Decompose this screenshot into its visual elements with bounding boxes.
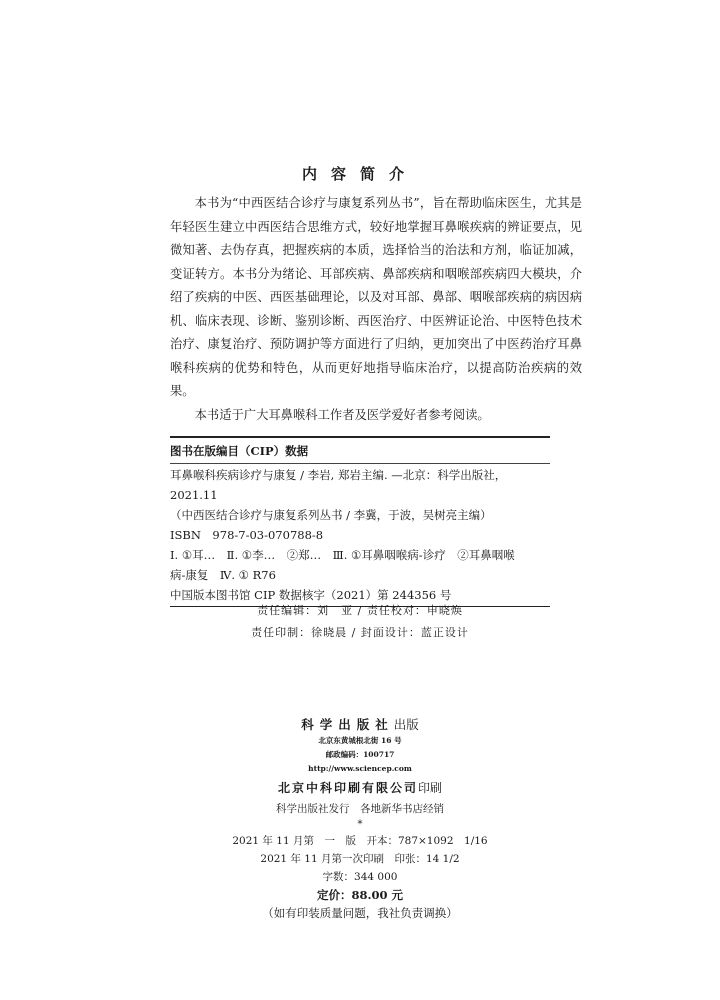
- printing-line: 2021 年 11 月第一次印刷 印张：14 1/2: [260, 853, 460, 865]
- cip-line: Ⅰ. ①耳… Ⅱ. ①李… ②郑… Ⅲ. ①耳鼻咽喉病-诊疗 ②耳鼻咽喉: [170, 548, 515, 562]
- credits-line: 责任编辑：刘 亚 / 责任校对：申晓焕: [257, 604, 463, 617]
- edition-line: 2021 年 11 月第 一 版 开本：787×1092 1/16: [232, 835, 488, 847]
- publisher-name-text: 科学出版社: [301, 717, 394, 732]
- publisher-name: [170, 716, 550, 734]
- cip-line: （中西医结合诊疗与康复系列丛书 / 李冀，于波，吴树亮主编）: [170, 508, 492, 522]
- publisher-name-suffix: 出版: [393, 717, 419, 732]
- publisher-address: 北京东黄城根北街 16 号: [318, 736, 402, 745]
- credits-line: 责任印制：徐晓晨 / 封面设计：蓝正设计: [251, 626, 469, 639]
- publisher-url: http://www.sciencep.com: [308, 764, 412, 773]
- publisher-postcode: 邮政编码：100717: [325, 750, 395, 759]
- printer-name-text: 北京中科印刷有限公司: [277, 781, 418, 795]
- cip-line: 病-康复 Ⅳ. ① R76: [170, 568, 276, 582]
- summary-paragraph: 本书为“中西医结合诊疗与康复系列丛书”，旨在帮助临床医生，尤其是年轻医生建立中西医结合思维方式，较好地掌握耳鼻喉疾病的辨证要点，见微知著、去伪存真，把握疾病的本质，选择恰当的治法和方剂，临证加减，变证转方。本书分为绪论、耳部疾病、鼻部疾病和咽喉部疾病四大模块，介绍了疾病的中医、西医基础理论，以及对耳部、鼻部、咽喉部疾病的病因病机、临床表现、诊断、鉴别诊断、西医治疗、中医辨证论治、中医特色技术治疗、康复治疗、预防调护等方面进行了归纳，更加突出了中医药治疗耳鼻喉科疾病的优势和特色，从而更好地指导临床治疗，以提高防治疾病的效果。: [170, 196, 582, 398]
- quality-note: （如有印装质量问题，我社负责调换）: [262, 906, 458, 920]
- summary-body: [170, 192, 582, 427]
- cip-line: 2021.11: [170, 488, 218, 502]
- cip-block: [170, 436, 550, 607]
- credits-block: [170, 600, 550, 644]
- summary-title: 内容简介: [301, 165, 418, 183]
- cip-divider: [170, 463, 550, 464]
- cip-heading: 图书在版编目（CIP）数据: [170, 444, 309, 458]
- summary-paragraph: 本书适于广大耳鼻喉科工作者及医学爱好者参考阅读。: [194, 407, 490, 422]
- cip-line: 中国版本图书馆 CIP 数据核字（2021）第 244356 号: [170, 588, 452, 602]
- publisher-block: [170, 716, 550, 922]
- cip-isbn: ISBN 978-7-03-070788-8: [170, 528, 324, 542]
- wordcount-line: 字数：344 000: [322, 871, 398, 883]
- cip-line: 耳鼻喉科疾病诊疗与康复 / 李岩, 郑岩主编. —北京：科学出版社，: [170, 468, 507, 482]
- printer-suffix: 印刷: [418, 781, 443, 795]
- price-line: 定价：88.00 元: [316, 888, 403, 902]
- separator-star: *: [357, 819, 363, 830]
- distribution-line: 科学出版社发行 各地新华书店经销: [276, 803, 444, 815]
- printer-name: [170, 776, 550, 800]
